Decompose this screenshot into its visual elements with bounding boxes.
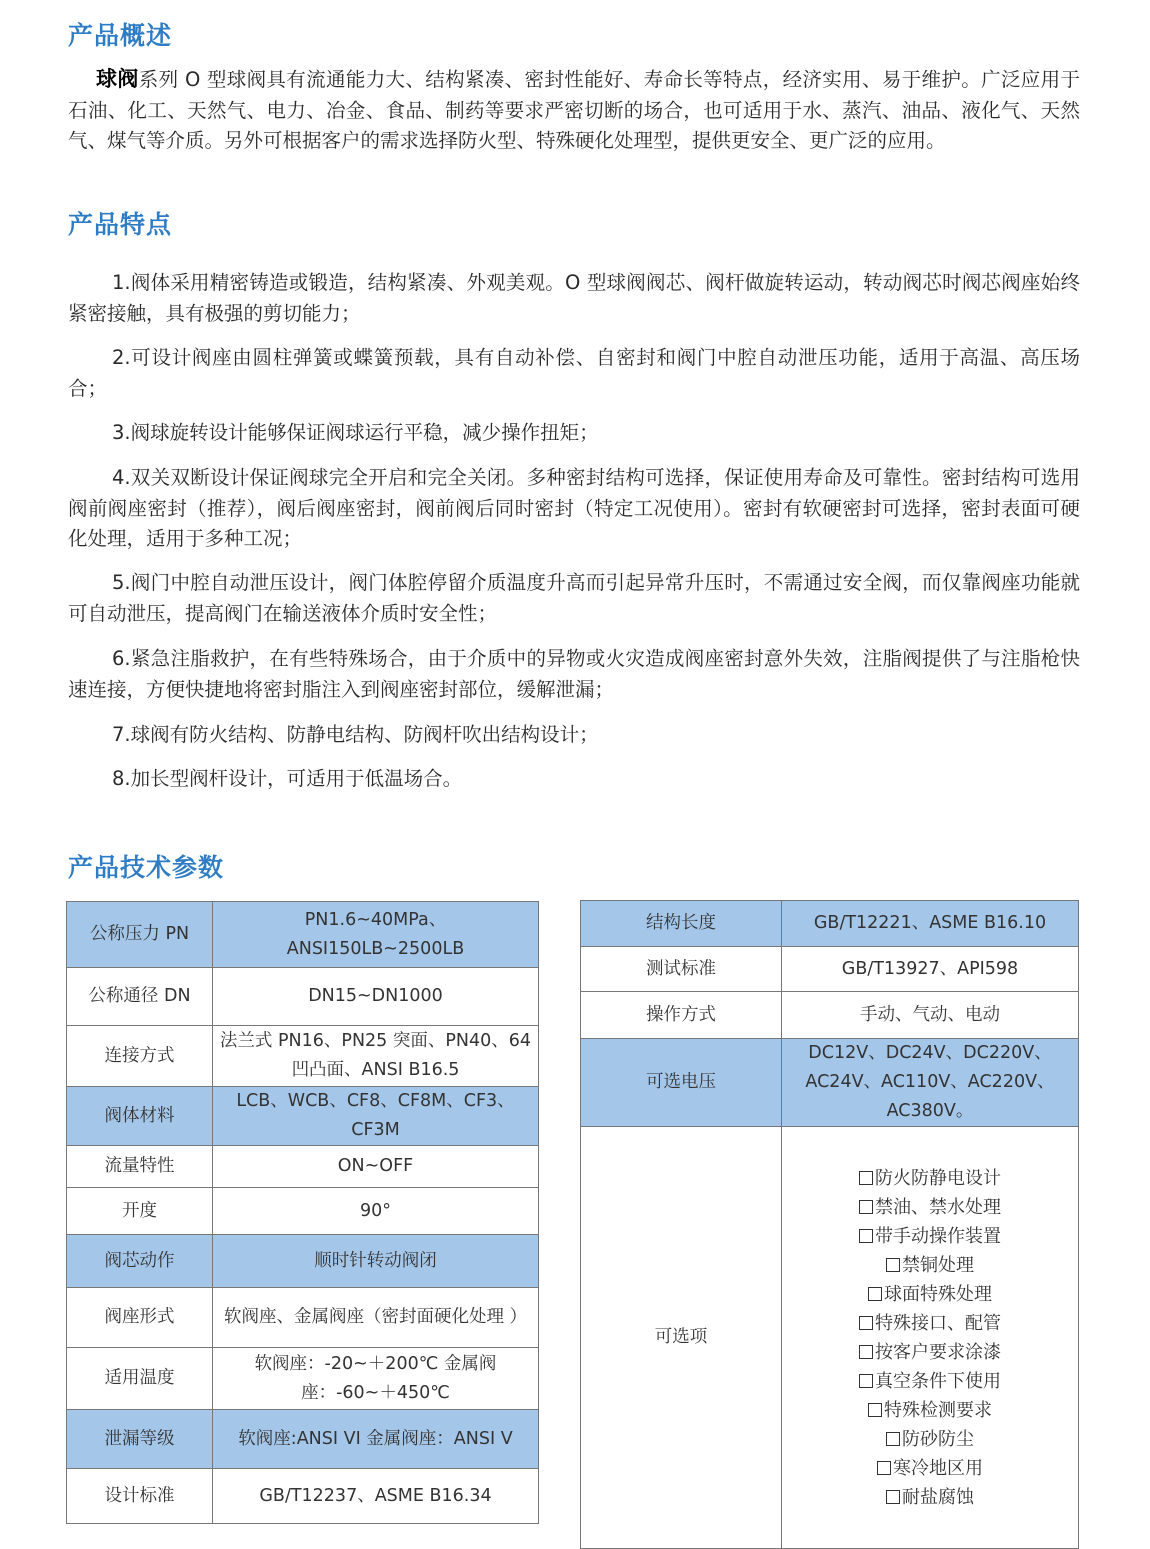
checkbox-icon [877,1461,891,1475]
option-item: 按客户要求涂漆 [788,1338,1072,1367]
spec-label: 阀体材料 [67,1087,213,1146]
spec-label: 公称通径 DN [67,968,213,1026]
table-row [581,947,1079,992]
checkbox-icon [859,1171,873,1185]
table-row [67,1410,539,1469]
option-item: 禁油、禁水处理 [788,1193,1072,1222]
table-row [67,902,539,968]
spec-label: 阀芯动作 [67,1235,213,1288]
checkbox-icon [859,1374,873,1388]
option-item: 防火防静电设计 [788,1164,1072,1193]
feature-item-5: 5.阀门中腔自动泄压设计，阀门体腔停留介质温度升高而引起异常升压时，不需通过安全阀，而仅靠阀座功能就可自动泄压，提高阀门在输送液体介质时安全性； [68,571,1080,625]
spec-value: LCB、WCB、CF8、CF8M、CF3、CF3M [213,1087,539,1146]
checkbox-icon [859,1345,873,1359]
spec-label: 结构长度 [581,901,782,947]
spec-label: 泄漏等级 [67,1410,213,1469]
option-item: 特殊检测要求 [788,1396,1072,1425]
spec-value: 法兰式 PN16、PN25 突面、PN40、64 凹凸面、ANSI B16.5 [213,1026,539,1087]
checkbox-icon [886,1258,900,1272]
spec-label: 阀座形式 [67,1288,213,1348]
checkbox-icon [859,1316,873,1330]
feature-item-4: 4.双关双断设计保证阀球完全开启和完全关闭。多种密封结构可选择，保证使用寿命及可靠性。密封结构可选用阀前阀座密封（推荐），阀后阀座密封，阀前阀后同时密封（特定工况使用）。密封有软硬密封可选择，密封表面可硬化处理，适用于多种工况； [68,466,1080,550]
spec-value: 软阀座：-20~＋200℃ 金属阀座：-60~＋450℃ [213,1348,539,1410]
table-row [67,1235,539,1288]
spec-value: 90° [213,1188,539,1235]
spec-value: DC12V、DC24V、DC220V、AC24V、AC110V、AC220V、AC380V。 [782,1039,1079,1127]
feature-item-6: 6.紧急注脂救护，在有些特殊场合，由于介质中的异物或火灾造成阀座密封意外失效，注脂阀提供了与注脂枪快速连接，方便快捷地将密封脂注入到阀座密封部位，缓解泄漏； [68,647,1080,701]
table-row [67,1348,539,1410]
overview-paragraph [68,64,1080,157]
spec-value: PN1.6~40MPa、ANSI150LB~2500LB [213,902,539,968]
overview-text: 系列 O 型球阀具有流通能力大、结构紧凑、密封性能好、寿命长等特点，经济实用、易于维护。广泛应用于石油、化工、天然气、电力、冶金、食品、制药等要求严密切断的场合，也可适用于水、蒸汽、油品、液化气、天然气、煤气等介质。另外可根据客户的需求选择防火型、特殊硬化处理型，提供更安全、更广泛的应用。 [68,68,1081,152]
spec-value: 手动、气动、电动 [782,992,1079,1039]
options-list [782,1127,1079,1549]
option-item: 带手动操作装置 [788,1222,1072,1251]
spec-value: GB/T12221、ASME B16.10 [782,901,1079,947]
table-row [67,1288,539,1348]
spec-value: 软阀座:ANSI VI 金属阀座：ANSI V [213,1410,539,1469]
spec-value: 软阀座、金属阀座（密封面硬化处理 ） [213,1288,539,1348]
spec-label: 操作方式 [581,992,782,1039]
option-item: 球面特殊处理 [788,1280,1072,1309]
spec-label: 公称压力 PN [67,902,213,968]
spec-label: 测试标准 [581,947,782,992]
spec-table-left [66,901,539,1524]
table-row [67,968,539,1026]
checkbox-icon [868,1403,882,1417]
option-item: 寒冷地区用 [788,1454,1072,1483]
table-row [581,901,1079,947]
checkbox-icon [886,1432,900,1446]
spec-value: GB/T12237、ASME B16.34 [213,1469,539,1524]
table-row [67,1469,539,1524]
options-label: 可选项 [581,1127,782,1549]
option-item: 真空条件下使用 [788,1367,1072,1396]
overview-lead: 球阀 [96,67,139,91]
spec-label: 可选电压 [581,1039,782,1127]
spec-table-right [580,900,1079,1549]
checkbox-icon [868,1287,882,1301]
spec-label: 设计标准 [67,1469,213,1524]
table-row [581,1127,1079,1549]
feature-item-7: 7.球阀有防火结构、防静电结构、防阀杆吹出结构设计； [112,723,599,746]
spec-label: 开度 [67,1188,213,1235]
checkbox-icon [859,1229,873,1243]
spec-label: 适用温度 [67,1348,213,1410]
feature-item-2: 2.可设计阀座由圆柱弹簧或蝶簧预载，具有自动补偿、自密封和阀门中腔自动泄压功能，适用于高温、高压场合； [68,346,1080,400]
feature-item-3: 3.阀球旋转设计能够保证阀球运行平稳，减少操作扭矩； [112,421,599,444]
table-row [67,1188,539,1235]
spec-value: ON~OFF [213,1146,539,1188]
specs-heading: 产品技术参数 [68,853,225,882]
table-row [581,1039,1079,1127]
features-heading: 产品特点 [68,210,173,239]
option-item: 耐盐腐蚀 [788,1483,1072,1512]
feature-item-1: 1.阀体采用精密铸造或锻造，结构紧凑、外观美观。O 型球阀阀芯、阀杆做旋转运动，转动阀芯时阀芯阀座始终紧密接触，具有极强的剪切能力； [68,271,1080,325]
option-item: 防砂防尘 [788,1425,1072,1454]
table-row [581,992,1079,1039]
feature-item-8: 8.加长型阀杆设计，可适用于低温场合。 [112,767,463,790]
spec-value: 顺时针转动阀闭 [213,1235,539,1288]
option-item: 特殊接口、配管 [788,1309,1072,1338]
spec-label: 流量特性 [67,1146,213,1188]
option-item: 禁铜处理 [788,1251,1072,1280]
spec-value: DN15~DN1000 [213,968,539,1026]
checkbox-icon [886,1490,900,1504]
checkbox-icon [859,1200,873,1214]
table-row [67,1146,539,1188]
table-row [67,1087,539,1146]
spec-value: GB/T13927、API598 [782,947,1079,992]
overview-heading: 产品概述 [68,21,173,50]
table-row [67,1026,539,1087]
spec-label: 连接方式 [67,1026,213,1087]
